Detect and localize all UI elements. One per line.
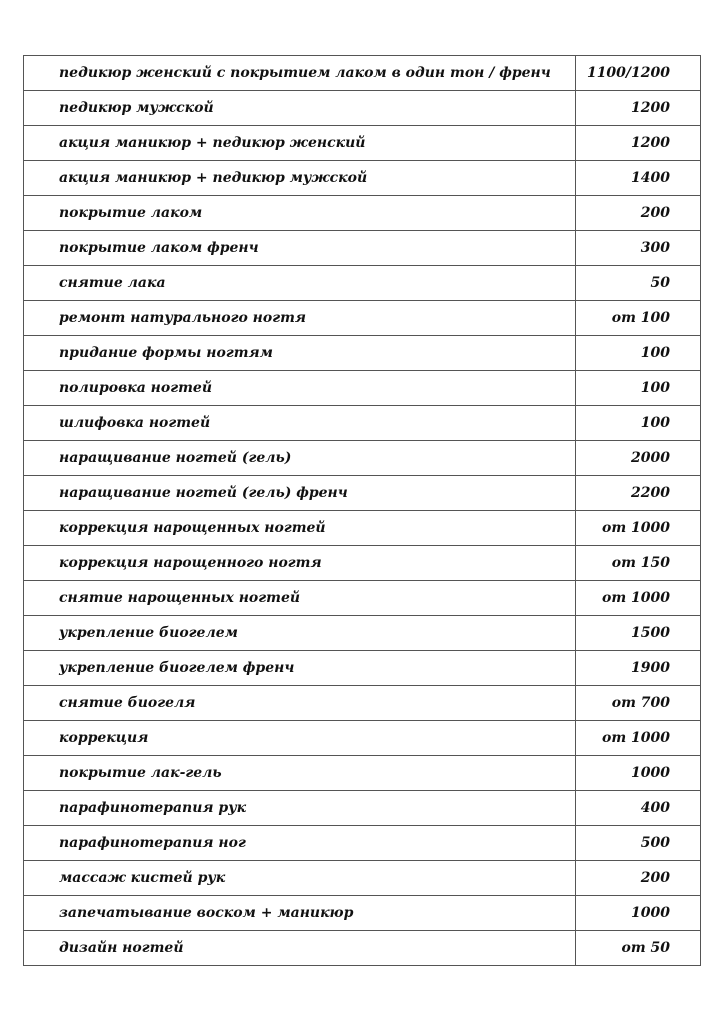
service-name: покрытие лаком — [24, 196, 576, 231]
service-price: от 50 — [576, 931, 701, 966]
service-price: от 1000 — [576, 581, 701, 616]
table-row — [24, 616, 701, 651]
table-row — [24, 161, 701, 196]
table-row — [24, 861, 701, 896]
table-row — [24, 266, 701, 301]
service-name: шлифовка ногтей — [24, 406, 576, 441]
service-price: 1400 — [576, 161, 701, 196]
service-price: от 1000 — [576, 511, 701, 546]
table-row — [24, 301, 701, 336]
table-row — [24, 126, 701, 161]
service-price: 100 — [576, 371, 701, 406]
service-name: акция маникюр + педикюр мужской — [24, 161, 576, 196]
service-price: от 150 — [576, 546, 701, 581]
service-name: наращивание ногтей (гель) френч — [24, 476, 576, 511]
service-name: придание формы ногтям — [24, 336, 576, 371]
table-row — [24, 931, 701, 966]
service-name: наращивание ногтей (гель) — [24, 441, 576, 476]
table-row — [24, 371, 701, 406]
service-price: 100 — [576, 406, 701, 441]
service-name: снятие биогеля — [24, 686, 576, 721]
table-row — [24, 231, 701, 266]
table-row — [24, 441, 701, 476]
service-name: полировка ногтей — [24, 371, 576, 406]
price-list-body — [24, 56, 701, 966]
service-name: покрытие лак-гель — [24, 756, 576, 791]
service-name: педикюр женский с покрытием лаком в один тон / френч — [24, 56, 576, 91]
service-name: укрепление биогелем — [24, 616, 576, 651]
service-price: от 100 — [576, 301, 701, 336]
table-row — [24, 756, 701, 791]
service-price: от 1000 — [576, 721, 701, 756]
service-price: 400 — [576, 791, 701, 826]
table-row — [24, 336, 701, 371]
service-name: снятие нарощенных ногтей — [24, 581, 576, 616]
service-price: 1100/1200 — [576, 56, 701, 91]
service-name: покрытие лаком френч — [24, 231, 576, 266]
service-name: парафинотерапия рук — [24, 791, 576, 826]
service-price: 200 — [576, 196, 701, 231]
service-name: акция маникюр + педикюр женский — [24, 126, 576, 161]
service-price: 2200 — [576, 476, 701, 511]
table-row — [24, 826, 701, 861]
service-name: парафинотерапия ног — [24, 826, 576, 861]
table-row — [24, 721, 701, 756]
service-price: 2000 — [576, 441, 701, 476]
service-price: 1900 — [576, 651, 701, 686]
service-name: запечатывание воском + маникюр — [24, 896, 576, 931]
table-row — [24, 56, 701, 91]
service-name: коррекция нарощенных ногтей — [24, 511, 576, 546]
service-price: 50 — [576, 266, 701, 301]
service-name: ремонт натурального ногтя — [24, 301, 576, 336]
price-list-table — [23, 55, 701, 966]
service-name: коррекция нарощенного ногтя — [24, 546, 576, 581]
service-price: 1500 — [576, 616, 701, 651]
service-price: 1000 — [576, 756, 701, 791]
table-row — [24, 476, 701, 511]
service-price: 300 — [576, 231, 701, 266]
table-row — [24, 91, 701, 126]
table-row — [24, 196, 701, 231]
service-price: от 700 — [576, 686, 701, 721]
service-name: снятие лака — [24, 266, 576, 301]
table-row — [24, 406, 701, 441]
service-price: 100 — [576, 336, 701, 371]
service-price: 1200 — [576, 126, 701, 161]
service-price: 200 — [576, 861, 701, 896]
service-price: 1000 — [576, 896, 701, 931]
service-price: 500 — [576, 826, 701, 861]
table-row — [24, 546, 701, 581]
service-name: дизайн ногтей — [24, 931, 576, 966]
service-name: массаж кистей рук — [24, 861, 576, 896]
table-row — [24, 686, 701, 721]
table-row — [24, 651, 701, 686]
service-name: педикюр мужской — [24, 91, 576, 126]
table-row — [24, 896, 701, 931]
table-row — [24, 581, 701, 616]
service-price: 1200 — [576, 91, 701, 126]
table-row — [24, 511, 701, 546]
service-name: укрепление биогелем френч — [24, 651, 576, 686]
table-row — [24, 791, 701, 826]
service-name: коррекция — [24, 721, 576, 756]
